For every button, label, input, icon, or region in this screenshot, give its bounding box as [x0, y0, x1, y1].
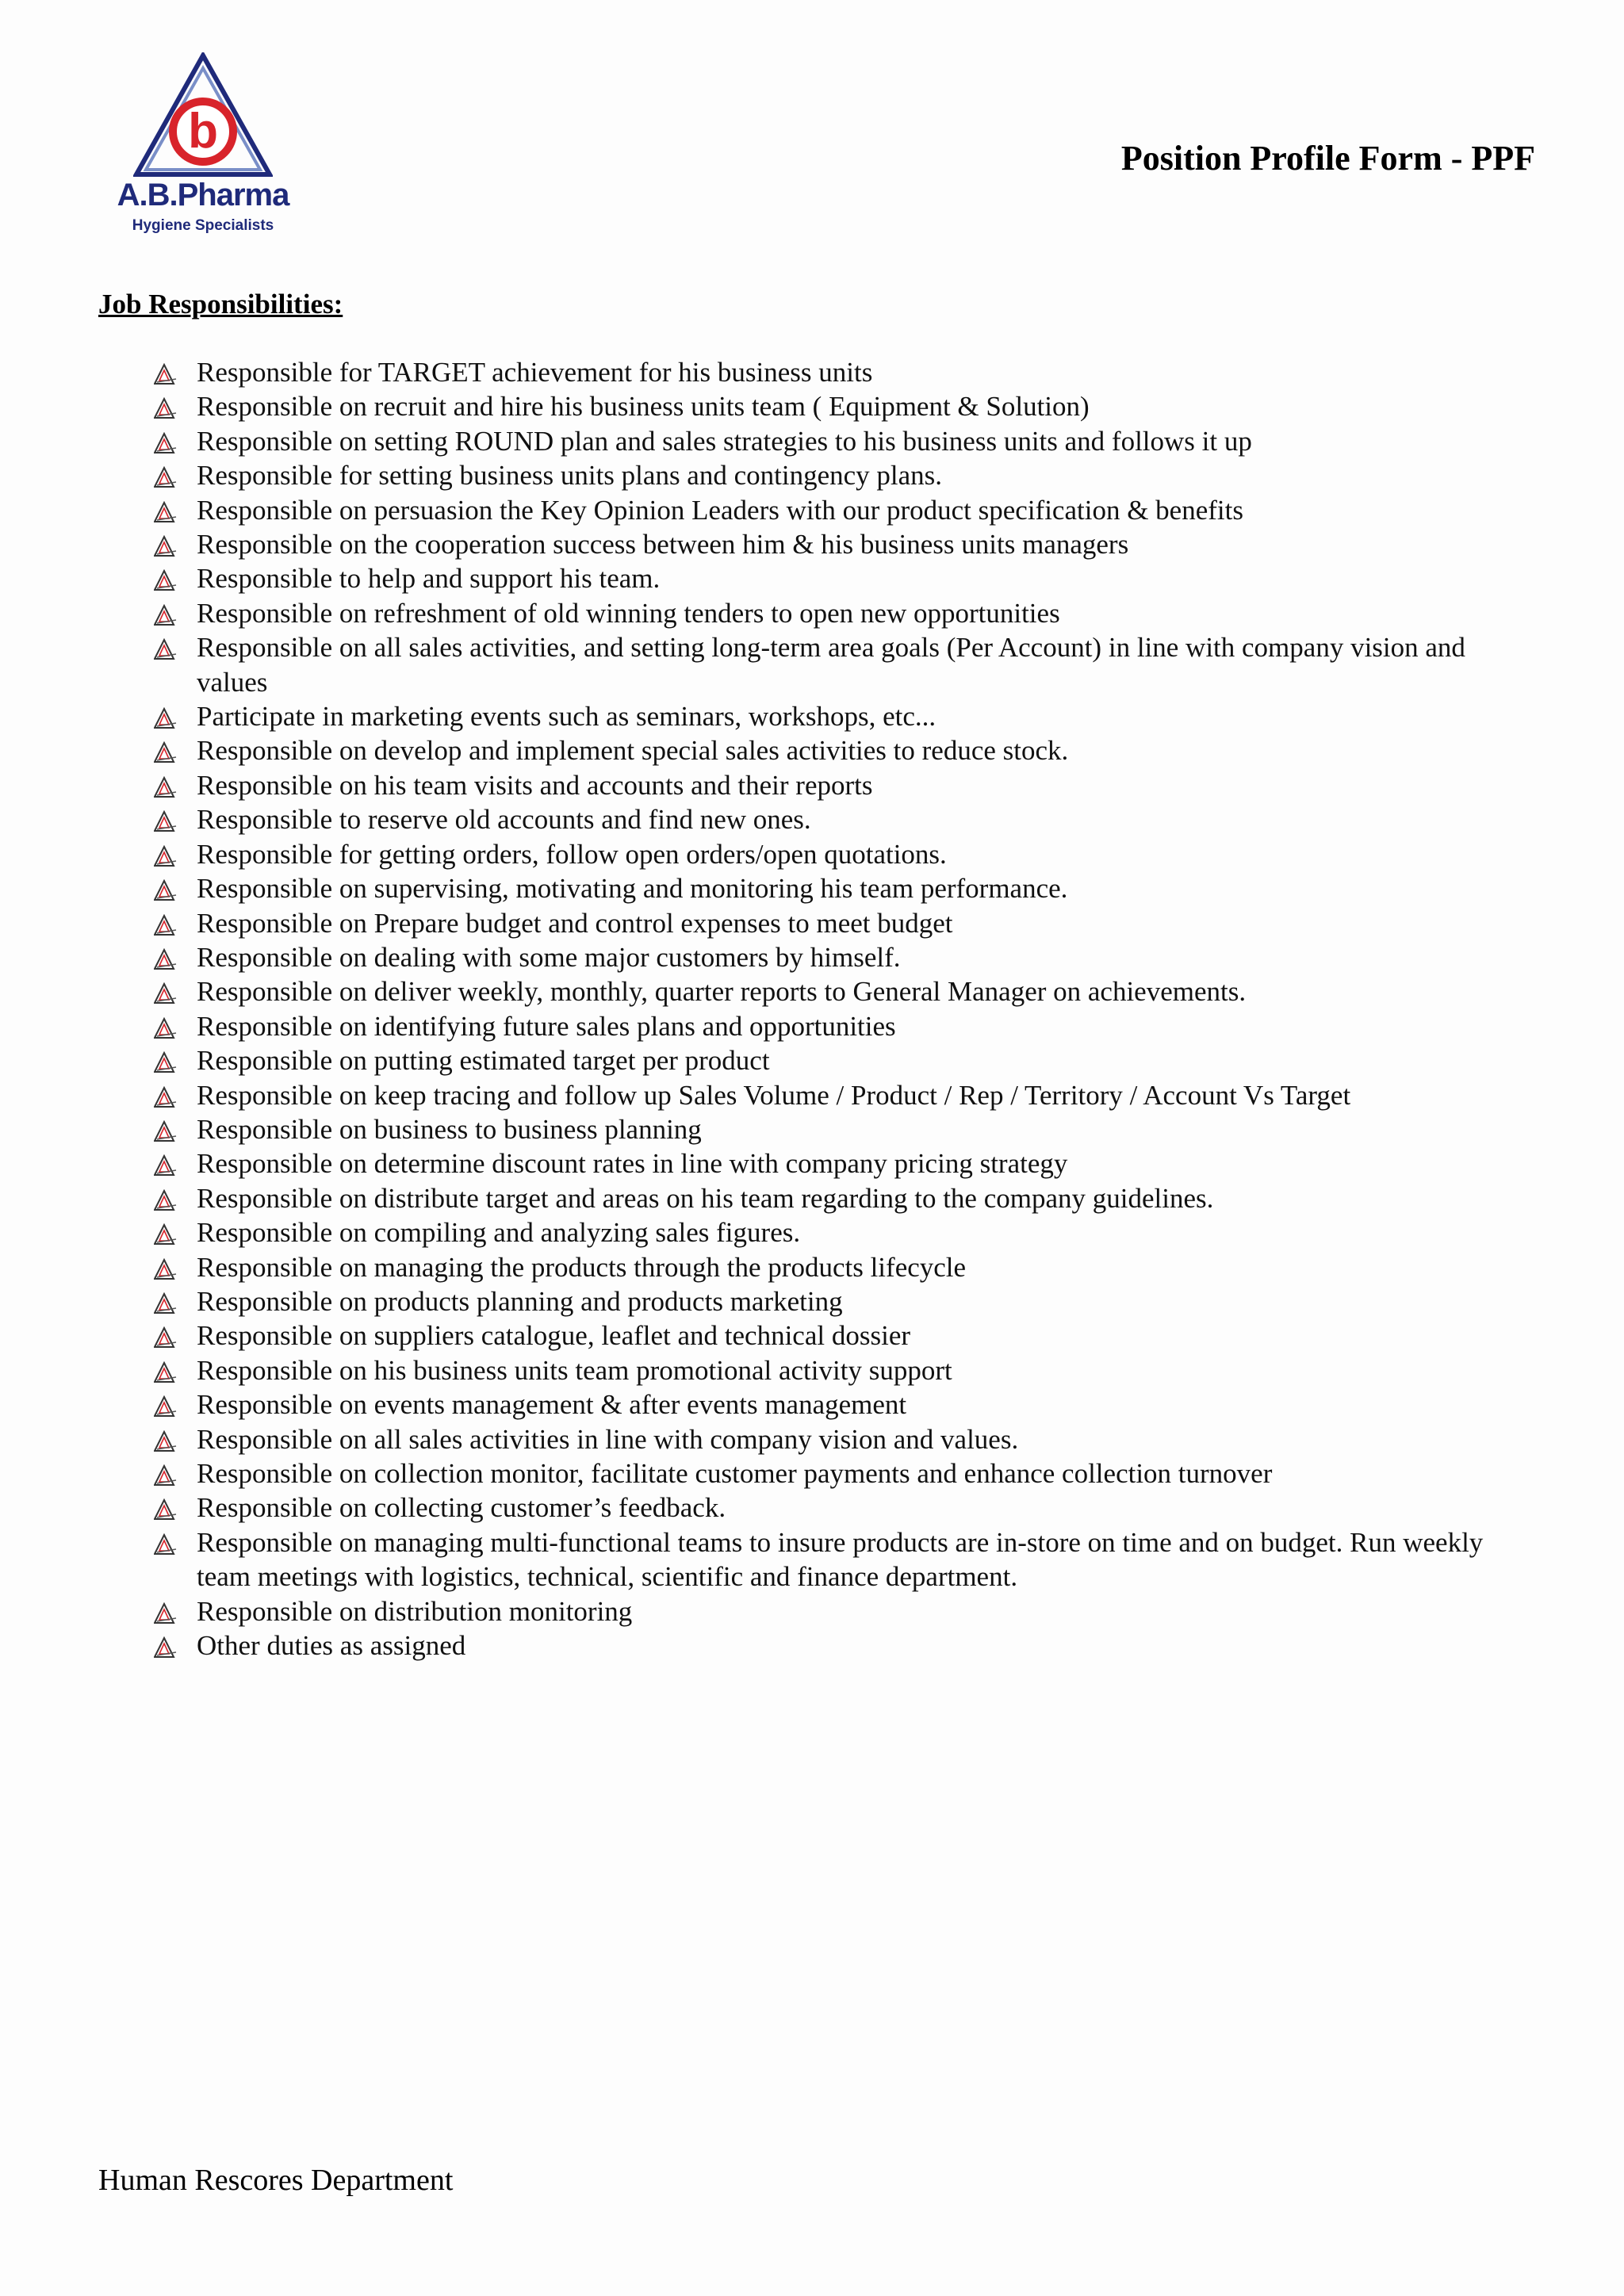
list-item-text: Responsible on distribute target and areas on his team regarding to the company guidelines.: [197, 1182, 1214, 1214]
list-item: [152, 733, 1532, 767]
list-item-text: Responsible for getting orders, follow open orders/open quotations.: [197, 838, 947, 870]
triangle-bullet-icon: [154, 1393, 178, 1417]
list-item-text: Responsible on compiling and analyzing sales figures.: [197, 1217, 801, 1249]
list-item: [152, 1318, 1532, 1353]
list-item-text: Participate in marketing events such as seminars, workshops, etc...: [197, 701, 936, 733]
triangle-bullet-icon: [154, 499, 178, 522]
triangle-bullet-icon: [154, 395, 178, 419]
list-item: [152, 1456, 1532, 1490]
list-item-text: Responsible on managing the products through the products lifecycle: [197, 1251, 967, 1283]
list-item: [152, 1215, 1532, 1249]
triangle-bullet-icon: [154, 464, 178, 488]
triangle-bullet-icon: [154, 946, 178, 970]
list-item-text: Responsible on dealing with some major customers by himself.: [197, 941, 901, 973]
logo-tagline: Hygiene Specialists: [132, 217, 274, 234]
list-item: [152, 355, 1532, 389]
list-item-text: Responsible on putting estimated target per product: [197, 1045, 770, 1077]
list-item-text: Responsible on all sales activities, and setting long-term area goals (Per Account) in line with company vision and values: [197, 632, 1465, 698]
list-item: [152, 424, 1532, 458]
triangle-bullet-icon: [154, 739, 178, 763]
company-logo: [108, 52, 298, 243]
list-item: [152, 699, 1532, 733]
list-item-text: Responsible on suppliers catalogue, leaflet and technical dossier: [197, 1320, 911, 1352]
triangle-bullet-icon: [154, 912, 178, 936]
list-item: [152, 1387, 1532, 1422]
list-item-text: Responsible on refreshment of old winning tenders to open new opportunities: [197, 597, 1060, 629]
list-item-text: Responsible on keep tracing and follow up Sales Volume / Product / Rep / Territory / Account Vs Target: [197, 1079, 1351, 1111]
list-item-text: Responsible on distribution monitoring: [197, 1595, 633, 1627]
triangle-bullet-icon: [154, 1290, 178, 1314]
list-item-text: Responsible on supervising, motivating and monitoring his team performance.: [197, 873, 1068, 905]
list-item: [152, 940, 1532, 974]
list-item: [152, 1490, 1532, 1525]
list-item-text: Responsible on collection monitor, facilitate customer payments and enhance collection turnover: [197, 1458, 1273, 1489]
list-item: [152, 1628, 1532, 1663]
list-item-text: Responsible on setting ROUND plan and sales strategies to his business units and follows it up: [197, 425, 1252, 457]
list-item: [152, 1284, 1532, 1318]
list-item-text: Responsible on his business units team promotional activity support: [197, 1354, 952, 1386]
triangle-bullet-icon: [154, 1496, 178, 1520]
list-item: [152, 1112, 1532, 1146]
triangle-bullet-icon: [154, 1462, 178, 1486]
triangle-bullet-icon: [154, 1359, 178, 1383]
list-item: [152, 1043, 1532, 1077]
triangle-bullet-icon: [154, 567, 178, 591]
list-item-text: Responsible for TARGET achievement for his business units: [197, 357, 873, 388]
list-item-text: Responsible on deliver weekly, monthly, quarter reports to General Manager on achievements.: [197, 976, 1247, 1008]
list-item: [152, 837, 1532, 871]
triangle-bullet-icon: [154, 1634, 178, 1658]
list-item: [152, 768, 1532, 802]
logo-letter: b: [188, 104, 218, 159]
triangle-bullet-icon: [154, 430, 178, 453]
triangle-bullet-icon: [154, 1049, 178, 1073]
list-item: [152, 630, 1532, 699]
list-item: [152, 596, 1532, 630]
list-item-text: Responsible to help and support his team.: [197, 563, 661, 595]
triangle-bullet-icon: [154, 1256, 178, 1280]
list-item: [152, 1422, 1532, 1456]
list-item-text: Responsible on products planning and products marketing: [197, 1285, 843, 1317]
list-item-text: Responsible on events management & after events management: [197, 1389, 907, 1421]
triangle-bullet-icon: [154, 636, 178, 660]
list-item-text: Responsible on collecting customer’s feedback.: [197, 1492, 726, 1524]
list-item: [152, 1525, 1532, 1594]
section-heading: Job Responsibilities:: [98, 289, 343, 320]
triangle-bullet-icon: [154, 705, 178, 729]
triangle-bullet-icon: [154, 1187, 178, 1211]
list-item-text: Responsible on develop and implement special sales activities to reduce stock.: [197, 735, 1069, 767]
list-item-text: Responsible on managing multi-functional teams to insure products are in-store on time and on budget. Run weekly team meetings with logistics, technical, scientific and finance department.: [197, 1526, 1484, 1593]
list-item-text: Other duties as assigned: [197, 1630, 466, 1662]
responsibilities-list: [152, 355, 1532, 1663]
triangle-bullet-icon: [154, 843, 178, 867]
list-item: [152, 1078, 1532, 1112]
page-title: Position Profile Form - PPF: [1120, 139, 1535, 178]
triangle-bullet-icon: [154, 808, 178, 832]
triangle-bullet-icon: [154, 1118, 178, 1142]
list-item: [152, 871, 1532, 905]
triangle-bullet-icon: [154, 877, 178, 901]
list-item: [152, 906, 1532, 940]
list-item-text: Responsible on the cooperation success between him & his business units managers: [197, 529, 1129, 561]
list-item: [152, 561, 1532, 595]
list-item-text: Responsible on Prepare budget and control expenses to meet budget: [197, 907, 953, 939]
list-item: [152, 493, 1532, 527]
triangle-bullet-icon: [154, 774, 178, 798]
list-item-text: Responsible on determine discount rates in line with company pricing strategy: [197, 1148, 1068, 1180]
list-item: [152, 1009, 1532, 1043]
list-item: [152, 1181, 1532, 1215]
list-item: [152, 389, 1532, 423]
list-item: [152, 974, 1532, 1008]
list-item: [152, 527, 1532, 561]
triangle-bullet-icon: [154, 533, 178, 557]
list-item: [152, 802, 1532, 836]
list-item: [152, 1250, 1532, 1284]
list-item-text: Responsible on recruit and hire his business units team ( Equipment & Solution): [197, 391, 1090, 423]
list-item: [152, 458, 1532, 492]
triangle-bullet-icon: [154, 980, 178, 1004]
triangle-bullet-icon: [154, 1015, 178, 1039]
triangle-bullet-icon: [154, 361, 178, 385]
list-item-text: Responsible on business to business planning: [197, 1113, 702, 1145]
list-item-text: Responsible on his team visits and accounts and their reports: [197, 769, 873, 801]
list-item: [152, 1353, 1532, 1387]
triangle-bullet-icon: [154, 602, 178, 626]
logo-triangle-icon: [133, 52, 273, 179]
list-item-text: Responsible for setting business units plans and contingency plans.: [197, 460, 943, 492]
triangle-bullet-icon: [154, 1152, 178, 1176]
triangle-bullet-icon: [154, 1084, 178, 1108]
list-item-text: Responsible on persuasion the Key Opinion Leaders with our product specification & benefits: [197, 494, 1243, 526]
footer-department: Human Rescores Department: [98, 2164, 454, 2197]
triangle-bullet-icon: [154, 1600, 178, 1624]
logo-company-name: A.B.Pharma: [117, 178, 289, 212]
triangle-bullet-icon: [154, 1221, 178, 1245]
triangle-bullet-icon: [154, 1428, 178, 1452]
list-item-text: Responsible on all sales activities in line with company vision and values.: [197, 1423, 1019, 1455]
list-item: [152, 1146, 1532, 1181]
list-item-text: Responsible on identifying future sales plans and opportunities: [197, 1010, 896, 1042]
list-item: [152, 1594, 1532, 1628]
list-item-text: Responsible to reserve old accounts and find new ones.: [197, 804, 811, 836]
triangle-bullet-icon: [154, 1531, 178, 1555]
triangle-bullet-icon: [154, 1324, 178, 1348]
